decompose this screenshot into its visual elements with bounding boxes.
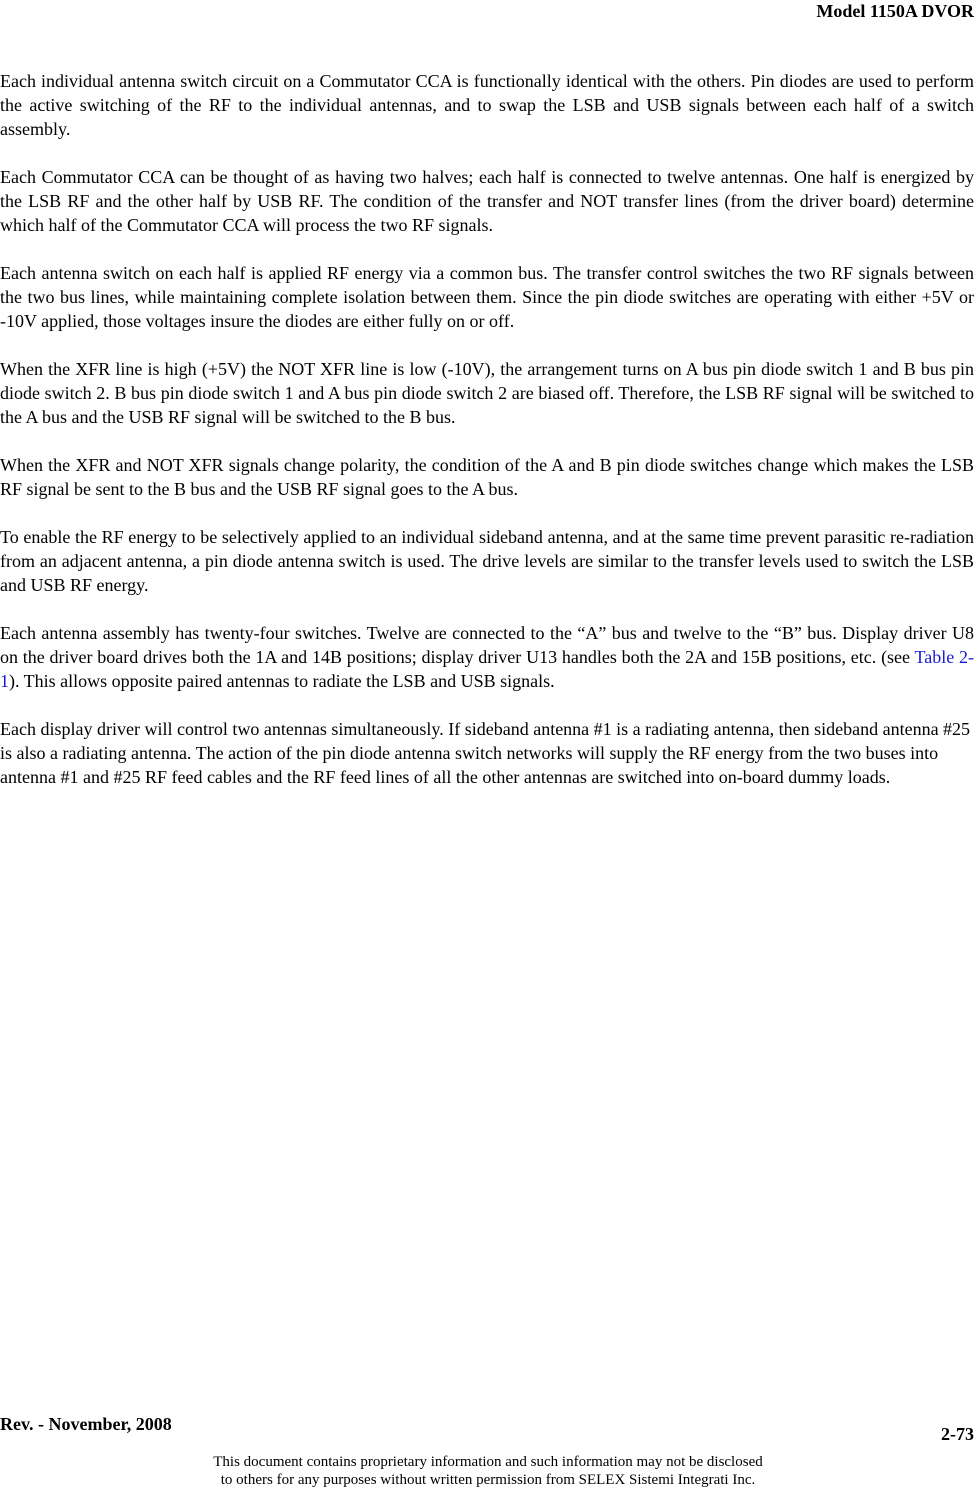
paragraph-common-bus: Each antenna switch on each half is applied RF energy via a common bus. The transfer control switches the two RF signals between the two bus lines, while maintaining complete isolation between them. Since the pin diode switches are operating with either +5V or -10V applied, those voltages insure the diodes are either fully on or off. (0, 263, 974, 331)
paragraph-text-before-link: Each antenna assembly has twenty-four switches. Twelve are connected to the “A” bus and twelve to the “B” bus. Display driver U8 on the driver board drives both the 1A and 14B positions; display driver U13 handles both the 2A and 15B positions, etc. (see (0, 623, 974, 667)
document-header-title: Model 1150A DVOR (816, 1, 974, 21)
paragraph-commutator-switch-circuit: Each individual antenna switch circuit on a Commutator CCA is functionally identical with the others. Pin diodes are used to perform the active switching of the RF to the individual antennas, and to swap the LSB and USB signals between each half of a switch assembly. (0, 71, 974, 139)
paragraph-commutator-halves: Each Commutator CCA can be thought of as having two halves; each half is connected to twelve antennas. One half is energized by the LSB RF and the other half by USB RF. The condition of the transfer and NOT transfer lines (from the driver board) determine which half of the Commutator CCA will process the two RF signals. (0, 167, 974, 235)
paragraph-xfr-high: When the XFR line is high (+5V) the NOT XFR line is low (-10V), the arrangement turns on A bus pin diode switch 1 and B bus pin diode switch 2. B bus pin diode switch 1 and A bus pin diode switch 2 are biased off. Therefore, the LSB RF signal will be switched to the A bus and the USB RF signal will be switched to the B bus. (0, 359, 974, 427)
paragraph-display-driver: Each display driver will control two antennas simultaneously. If sideband antenna #1 is a radiating antenna, then sideband antenna #25 is also a radiating antenna. The action of the pin diode antenna switch networks will supply the RF energy from the two buses into antenna #1 and #25 RF feed cables and the RF feed lines of all the other antennas are switched into on-board dummy loads. (0, 719, 971, 787)
paragraph-sideband-antenna-switch: To enable the RF energy to be selectively applied to an individual sideband antenna, and at the same time prevent parasitic re-radiation from an adjacent antenna, a pin diode antenna switch is used. The drive levels are similar to the transfer levels used to switch the LSB and USB RF energy. (0, 527, 974, 595)
footer-notice-line-1: This document contains proprietary information and such information may not be disclosed (213, 1454, 763, 1470)
footer-proprietary-notice (0, 1453, 976, 1489)
footer-notice-line-2: to others for any purposes without written permission from SELEX Sistemi Integrati Inc. (220, 1472, 756, 1488)
footer-revision: Rev. - November, 2008 (0, 1414, 172, 1434)
paragraph-text-after-link: ). This allows opposite paired antennas to radiate the LSB and USB signals. (9, 671, 555, 691)
paragraph-antenna-assembly (0, 621, 974, 693)
document-body (0, 69, 974, 813)
table-2-1-link[interactable]: Table 2-1 (0, 647, 974, 691)
footer-page-number: 2-73 (941, 1424, 974, 1444)
paragraph-polarity-change: When the XFR and NOT XFR signals change polarity, the condition of the A and B pin diode switches change which makes the LSB RF signal be sent to the B bus and the USB RF signal goes to the A bus. (0, 455, 974, 499)
